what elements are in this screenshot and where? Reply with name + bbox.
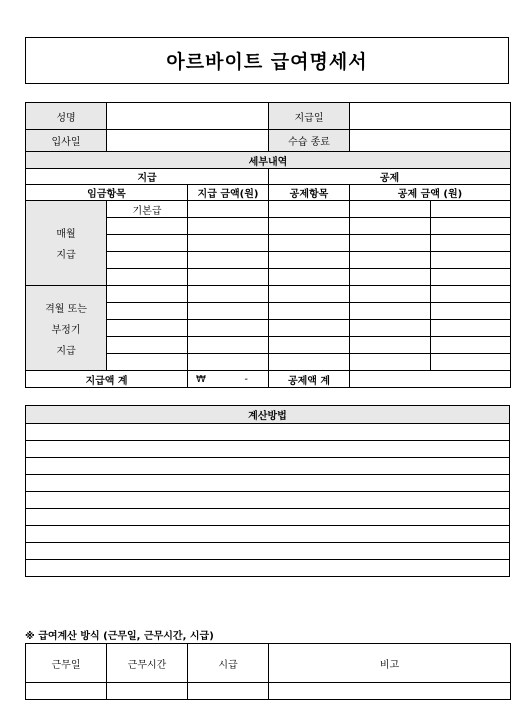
- cell[interactable]: [431, 201, 511, 218]
- wage-item-header: 임금항목: [26, 185, 188, 201]
- calculation-table: [25, 405, 510, 577]
- work-method-table: [25, 643, 511, 700]
- calc-line[interactable]: [26, 560, 510, 577]
- calc-line[interactable]: [26, 458, 510, 475]
- deduct-amount-header: 공제 금액 (원): [350, 185, 511, 201]
- cell[interactable]: [269, 354, 350, 371]
- cell[interactable]: [269, 252, 350, 269]
- name-value[interactable]: [107, 103, 269, 130]
- work-days-value[interactable]: [26, 683, 107, 700]
- cell[interactable]: [431, 354, 511, 371]
- remarks-header: 비고: [269, 644, 511, 683]
- calc-line[interactable]: [26, 441, 510, 458]
- cell[interactable]: [269, 337, 350, 354]
- cell[interactable]: [188, 269, 269, 286]
- cell[interactable]: [188, 303, 269, 320]
- total-pay-value: ₩ -: [188, 371, 269, 388]
- cell[interactable]: [188, 337, 269, 354]
- monthly-pay-label: 매월 지급: [26, 201, 107, 286]
- cell[interactable]: [431, 252, 511, 269]
- cell[interactable]: [350, 320, 431, 337]
- deduct-header: 공제: [269, 169, 511, 185]
- irregular-pay-label: 격월 또는 부정기 지급: [26, 286, 107, 371]
- training-end-value[interactable]: [350, 130, 511, 152]
- details-section-header: 세부내역: [26, 152, 511, 169]
- cell[interactable]: [350, 218, 431, 235]
- cell[interactable]: [269, 218, 350, 235]
- training-end-label: 수습 종료: [269, 130, 350, 152]
- cell[interactable]: [269, 201, 350, 218]
- document-title: 아르바이트 급여명세서: [25, 37, 509, 84]
- cell[interactable]: [107, 337, 188, 354]
- cell[interactable]: [431, 337, 511, 354]
- calc-line[interactable]: [26, 424, 510, 441]
- cell[interactable]: [350, 303, 431, 320]
- calc-line[interactable]: [26, 492, 510, 509]
- cell[interactable]: [107, 303, 188, 320]
- cell[interactable]: [188, 354, 269, 371]
- payday-value[interactable]: [350, 103, 511, 130]
- calc-line[interactable]: [26, 509, 510, 526]
- cell[interactable]: [431, 218, 511, 235]
- payday-label: 지급일: [269, 103, 350, 130]
- cell[interactable]: [188, 218, 269, 235]
- hourly-wage-header: 시급: [188, 644, 269, 683]
- cell[interactable]: [107, 286, 188, 303]
- cell[interactable]: [350, 286, 431, 303]
- method-note: ※ 급여계산 방식 (근무일, 근무시간, 시급): [25, 631, 214, 642]
- total-deduct-label: 공제액 계: [269, 371, 350, 388]
- cell[interactable]: [431, 269, 511, 286]
- base-pay-label: 기본급: [107, 201, 188, 218]
- cell[interactable]: [350, 201, 431, 218]
- cell[interactable]: [269, 235, 350, 252]
- cell[interactable]: [431, 235, 511, 252]
- cell[interactable]: [350, 354, 431, 371]
- calc-line[interactable]: [26, 543, 510, 560]
- cell[interactable]: [431, 286, 511, 303]
- cell[interactable]: [269, 303, 350, 320]
- cell[interactable]: [269, 320, 350, 337]
- cell[interactable]: [188, 201, 269, 218]
- work-hours-header: 근무시간: [107, 644, 188, 683]
- remarks-value[interactable]: [269, 683, 511, 700]
- cell[interactable]: [107, 252, 188, 269]
- cell[interactable]: [350, 269, 431, 286]
- cell[interactable]: [107, 354, 188, 371]
- join-date-value[interactable]: [107, 130, 269, 152]
- cell[interactable]: [350, 235, 431, 252]
- cell[interactable]: [188, 286, 269, 303]
- cell[interactable]: [269, 269, 350, 286]
- pay-amount-header: 지급 금액(원): [188, 185, 269, 201]
- cell[interactable]: [107, 269, 188, 286]
- name-label: 성명: [26, 103, 107, 130]
- pay-details-table: [25, 102, 511, 388]
- cell[interactable]: [107, 218, 188, 235]
- hourly-wage-value[interactable]: [188, 683, 269, 700]
- join-date-label: 입사일: [26, 130, 107, 152]
- total-deduct-value[interactable]: [350, 371, 511, 388]
- cell[interactable]: [350, 337, 431, 354]
- calc-method-header: 계산방법: [26, 406, 510, 424]
- cell[interactable]: [431, 303, 511, 320]
- calc-line[interactable]: [26, 526, 510, 543]
- work-days-header: 근무일: [26, 644, 107, 683]
- deduct-item-header: 공제항목: [269, 185, 350, 201]
- cell[interactable]: [350, 252, 431, 269]
- cell[interactable]: [188, 320, 269, 337]
- cell[interactable]: [107, 235, 188, 252]
- cell[interactable]: [188, 235, 269, 252]
- calc-line[interactable]: [26, 475, 510, 492]
- work-hours-value[interactable]: [107, 683, 188, 700]
- cell[interactable]: [107, 320, 188, 337]
- pay-header: 지급: [26, 169, 269, 185]
- total-pay-label: 지급액 계: [26, 371, 188, 388]
- cell[interactable]: [188, 252, 269, 269]
- cell[interactable]: [431, 320, 511, 337]
- cell[interactable]: [269, 286, 350, 303]
